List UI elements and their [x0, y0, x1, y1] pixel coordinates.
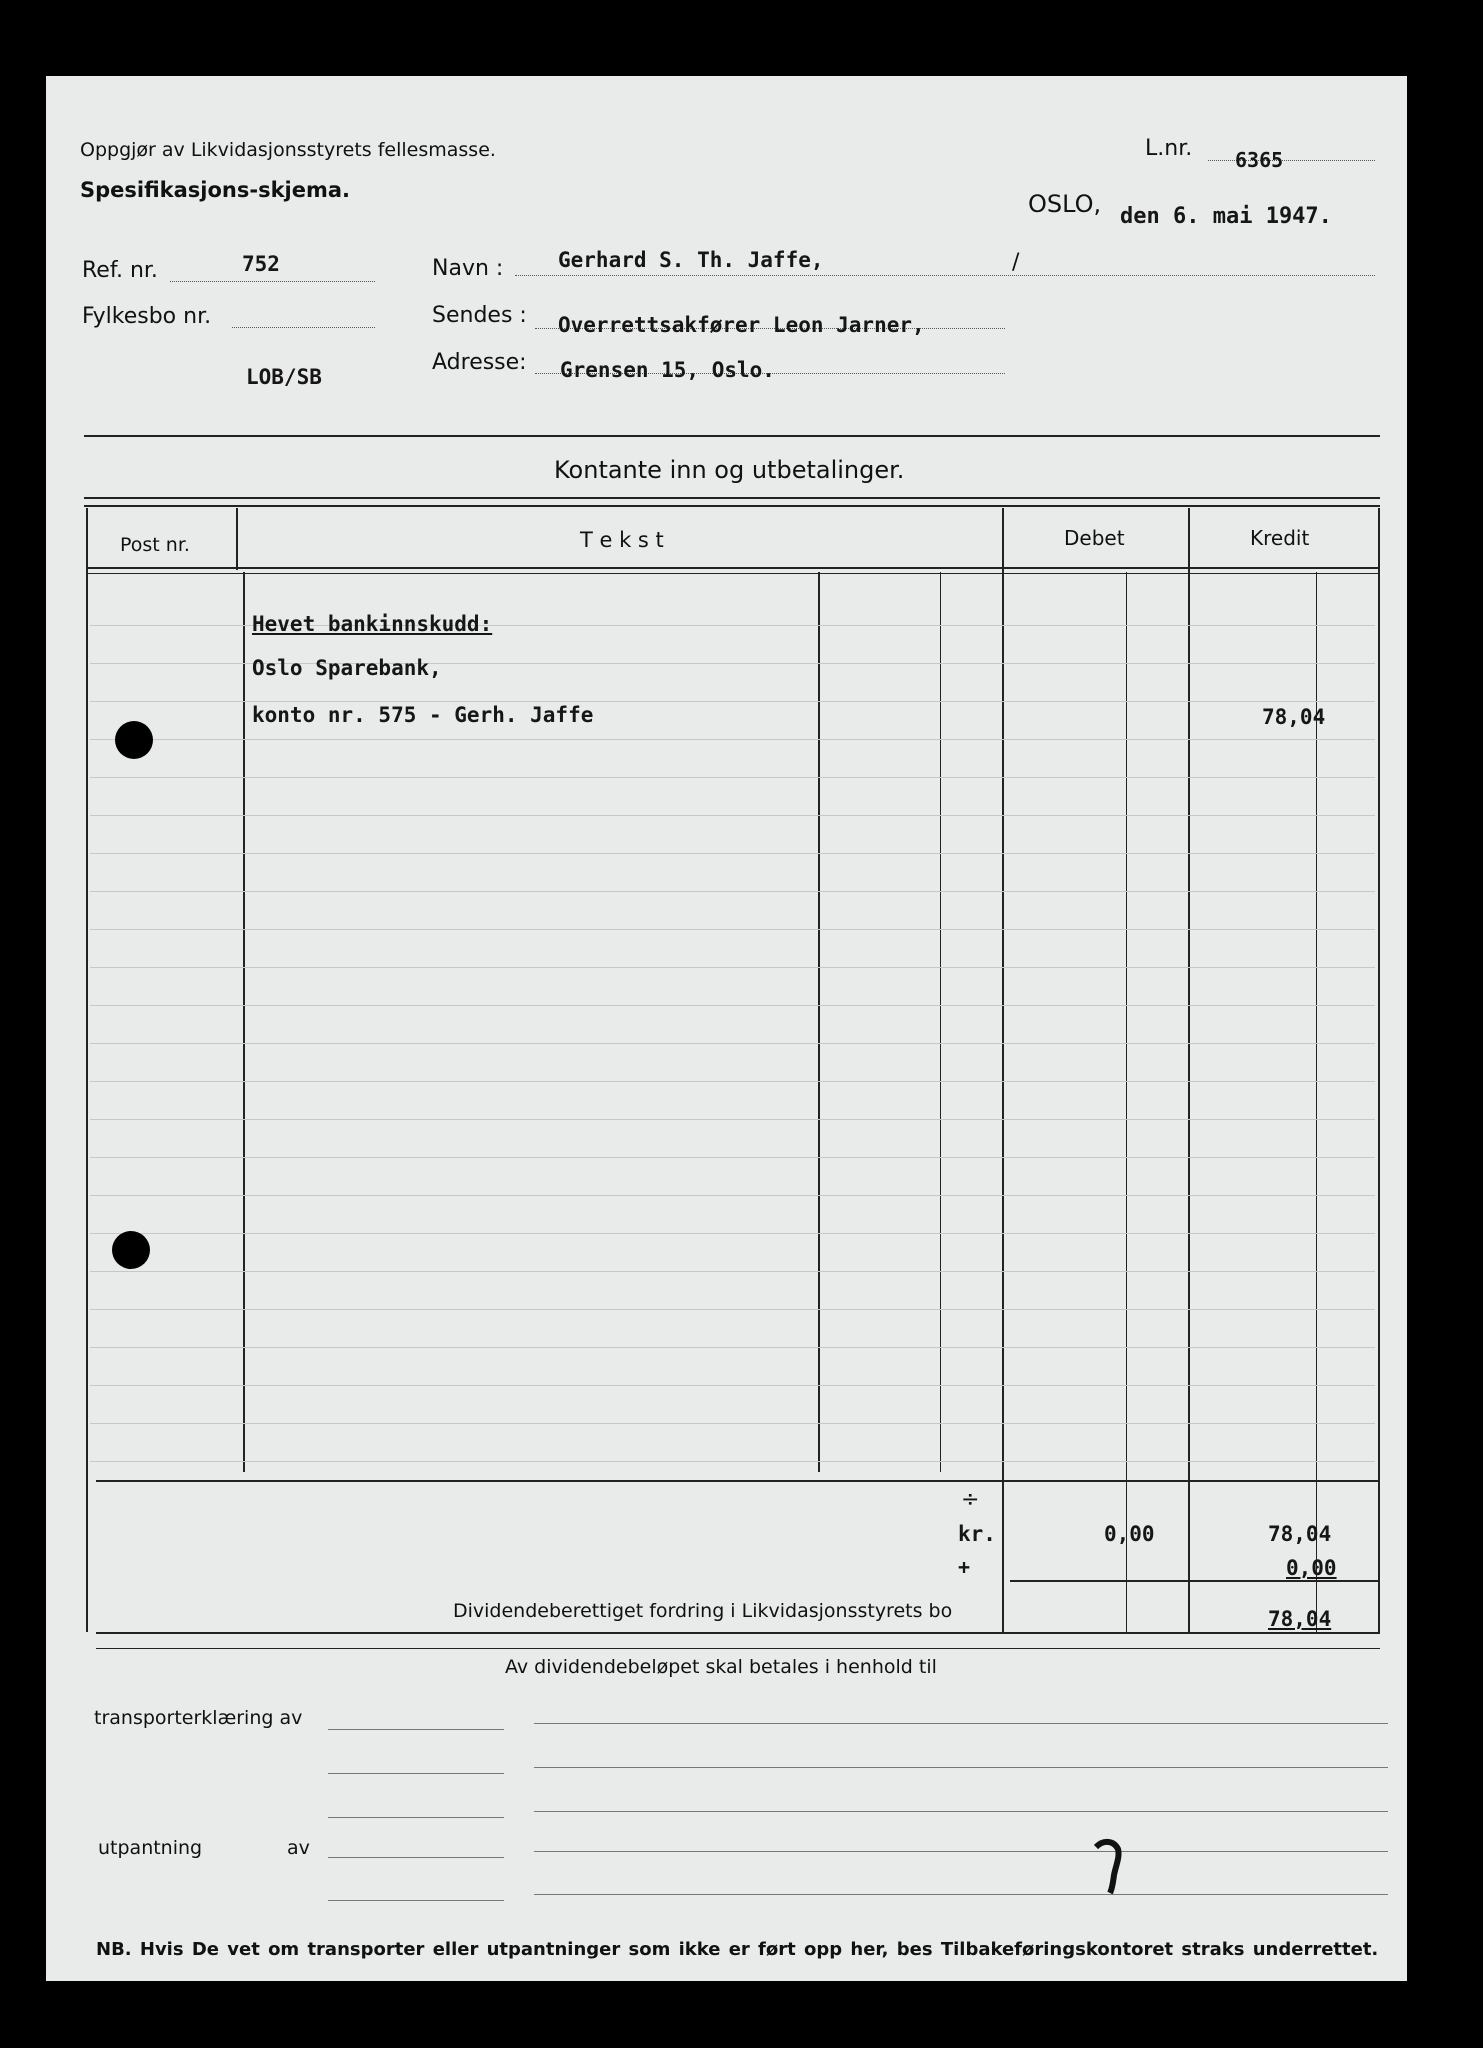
utpantning-av-label: av	[287, 1837, 310, 1859]
adresse-value: Grensen 15, Oslo.	[560, 358, 775, 382]
utpantning-label: utpantning	[98, 1837, 203, 1859]
ref-dotted-line	[170, 281, 375, 282]
column-header-post-nr: Post nr.	[120, 534, 190, 556]
division-sign: ÷	[961, 1487, 980, 1512]
column-divider-post	[243, 572, 245, 1472]
entry-kredit-amount: 78,04	[1262, 705, 1326, 729]
column-divider-kredit-ore	[1316, 572, 1317, 1632]
lnr-dotted-line	[1208, 160, 1375, 161]
fylkesbo-dotted-line	[232, 327, 375, 328]
payout-name-line	[328, 1773, 504, 1774]
payout-detail-line	[534, 1767, 1388, 1768]
rule	[90, 1081, 1375, 1082]
table-bottom-line-2	[96, 1648, 1380, 1649]
navn-slash: /	[1012, 250, 1020, 275]
rule	[90, 1195, 1375, 1196]
navn-value: Gerhard S. Th. Jaffe,	[558, 248, 824, 272]
payout-name-line	[328, 1857, 504, 1858]
payout-detail-line	[534, 1851, 1388, 1852]
column-header-tekst: T e k s t	[580, 528, 664, 552]
column-header-kredit: Kredit	[1250, 526, 1310, 550]
header-bottom-line-1	[86, 567, 1378, 569]
rule	[90, 739, 1375, 740]
column-header-debet: Debet	[1064, 526, 1125, 550]
payout-detail-line	[534, 1811, 1388, 1812]
ref-label: Ref. nr.	[82, 258, 158, 283]
header-bottom-line-2	[86, 573, 1378, 574]
table-border-right	[1378, 508, 1380, 1632]
rule	[90, 967, 1375, 968]
navn-label: Navn :	[432, 256, 504, 281]
sendes-label: Sendes :	[432, 303, 527, 328]
form-title-line1: Oppgjør av Likvidasjonsstyrets fellesmasse.	[80, 139, 496, 161]
column-divider-kredit	[1188, 508, 1190, 1632]
section-title: Kontante inn og utbetalinger.	[554, 456, 905, 484]
document-date: den 6. mai 1947.	[1120, 204, 1332, 229]
plus-sign: +	[958, 1555, 971, 1579]
payout-name-line	[328, 1729, 504, 1730]
payout-name-line	[328, 1817, 504, 1818]
debet-total: 0,00	[1104, 1522, 1155, 1546]
table-border-left	[86, 508, 88, 1632]
kredit-total: 78,04	[1268, 1522, 1332, 1546]
rule	[90, 815, 1375, 816]
entry-bank: Oslo Sparebank,	[252, 656, 442, 680]
payout-intro: Av dividendebeløpet skal betales i henhold til	[505, 1656, 937, 1678]
rule	[90, 1043, 1375, 1044]
lnr-label: L.nr.	[1145, 136, 1193, 161]
rule	[90, 1005, 1375, 1006]
rule	[90, 701, 1375, 702]
rule	[90, 1347, 1375, 1348]
kredit-subtotal: 0,00	[1286, 1556, 1337, 1580]
subtotal-line	[1010, 1580, 1380, 1582]
column-divider-amount-1	[818, 572, 820, 1472]
rule	[90, 1233, 1375, 1234]
entry-account: konto nr. 575 - Gerh. Jaffe	[252, 703, 594, 727]
divider-mid-2	[84, 505, 1380, 507]
rule	[90, 777, 1375, 778]
place-label: OSLO,	[1028, 190, 1102, 218]
rule	[90, 1423, 1375, 1424]
payout-detail-line	[534, 1894, 1388, 1895]
adresse-label: Adresse:	[432, 350, 527, 375]
column-divider-debet-ore	[1126, 572, 1127, 1632]
footer-note: NB. Hvis De vet om transporter eller utpantninger som ikke er ført opp her, bes Tilbakeføringskontoret straks underrettet.	[96, 1939, 1379, 1960]
column-divider-amount-2	[940, 572, 941, 1472]
office-code: LOB/SB	[246, 365, 322, 389]
fylkesbo-label: Fylkesbo nr.	[82, 304, 212, 329]
rule	[90, 1309, 1375, 1310]
table-bottom-line-1	[96, 1632, 1380, 1634]
ref-value: 752	[242, 252, 280, 276]
rule	[90, 853, 1375, 854]
header-divider-post	[236, 508, 238, 570]
punch-hole	[112, 1231, 150, 1269]
rule	[90, 1461, 1375, 1462]
column-divider-debet	[1002, 508, 1004, 1632]
rule	[90, 1271, 1375, 1272]
punch-hole	[115, 721, 153, 759]
form-title-line2: Spesifikasjons-skjema.	[80, 178, 351, 202]
lnr-value: 6365	[1235, 148, 1284, 172]
divider-top	[84, 435, 1380, 437]
dividend-amount: 78,04	[1268, 1607, 1332, 1631]
kr-label: kr.	[958, 1522, 996, 1546]
rule	[90, 1157, 1375, 1158]
rule	[90, 1119, 1375, 1120]
navn-dotted-line	[515, 275, 1375, 276]
transport-label: transporterklæring av	[94, 1707, 303, 1729]
divider-mid-1	[84, 497, 1380, 499]
sendes-value: Overrettsakfører Leon Jarner,	[558, 313, 925, 337]
rule	[90, 929, 1375, 930]
payout-detail-line	[534, 1723, 1388, 1724]
rule	[90, 891, 1375, 892]
ink-mark	[1090, 1835, 1130, 1895]
dividend-label: Dividendeberettiget fordring i Likvidasjonsstyrets bo	[453, 1600, 953, 1622]
entry-heading: Hevet bankinnskudd:	[252, 612, 493, 636]
body-bottom-line	[96, 1480, 1378, 1482]
rule	[90, 1385, 1375, 1386]
payout-name-line	[328, 1900, 504, 1901]
